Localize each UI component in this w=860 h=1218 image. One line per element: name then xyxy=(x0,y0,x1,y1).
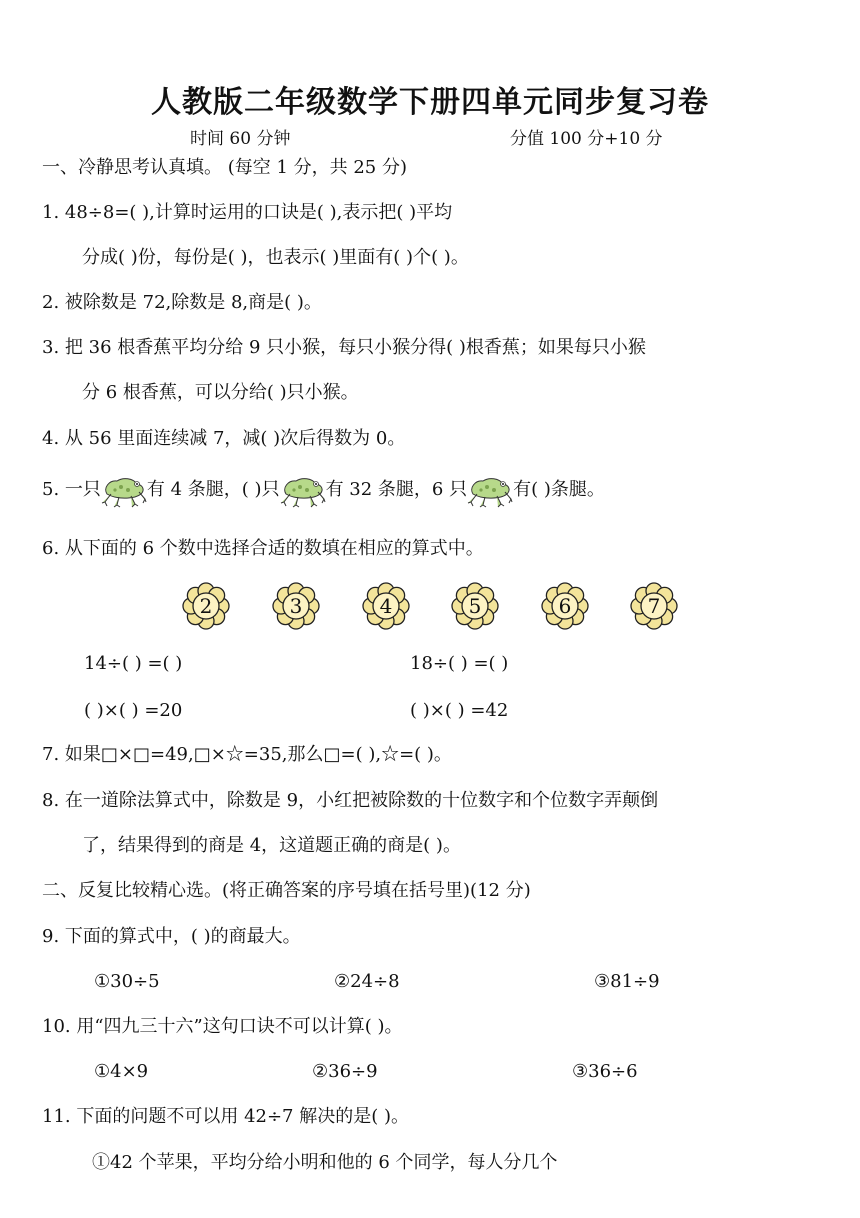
question-3-line-2: 分 6 根香蕉，可以分给( )只小猴。 xyxy=(82,382,359,403)
question-11: 11. 下面的问题不可以用 42÷7 解决的是( )。 xyxy=(42,1106,409,1127)
question-6-equation-4: ( )×( ) =42 xyxy=(410,700,509,721)
flower-number-label: 4 xyxy=(379,594,393,618)
number-flower-2 xyxy=(182,582,230,630)
question-5-part-1: 5. 一只 xyxy=(42,479,101,500)
number-flower-6 xyxy=(541,582,589,630)
question-7: 7. 如果□×□=49,□×☆=35,那么□=( ),☆=( )。 xyxy=(42,744,452,765)
question-2: 2. 被除数是 72,除数是 8,商是( )。 xyxy=(42,292,322,313)
page-title: 人教版二年级数学下册四单元同步复习卷 xyxy=(151,85,709,120)
question-10-option-2: ②36÷9 xyxy=(312,1061,378,1082)
number-flower-3 xyxy=(272,582,320,630)
number-flower-5 xyxy=(451,582,499,630)
section2-heading: 二、反复比较精心选。(将正确答案的序号填在括号里)(12 分) xyxy=(42,880,531,901)
question-8-line-1: 8. 在一道除法算式中，除数是 9，小红把被除数的十位数字和个位数字弄颠倒 xyxy=(42,790,659,811)
section1-heading: 一、冷静思考认真填。 (每空 1 分，共 25 分) xyxy=(42,157,408,178)
question-9-option-1: ①30÷5 xyxy=(94,971,160,992)
exam-score: 分值 100 分+10 分 xyxy=(510,129,663,149)
question-1-line-2: 分成( )份，每份是( )，也表示( )里面有( )个( )。 xyxy=(82,247,469,268)
exam-time: 时间 60 分钟 xyxy=(190,129,291,149)
flower-number-label: 2 xyxy=(199,594,213,618)
question-9-option-2: ②24÷8 xyxy=(334,971,400,992)
flower-number-label: 3 xyxy=(289,594,303,618)
flower-number-label: 5 xyxy=(468,594,482,618)
frog-icon xyxy=(280,472,326,508)
number-flower-4 xyxy=(362,582,410,630)
question-6-equation-2: 18÷( ) =( ) xyxy=(410,653,509,674)
frog-icon xyxy=(467,472,513,508)
question-10-option-3: ③36÷6 xyxy=(572,1061,638,1082)
question-5-part-4: 有( )条腿。 xyxy=(513,479,605,500)
question-4: 4. 从 56 里面连续减 7，减( )次后得数为 0。 xyxy=(42,428,406,449)
question-9-option-3: ③81÷9 xyxy=(594,971,660,992)
frog-icon xyxy=(101,472,147,508)
question-6-equation-1: 14÷( ) =( ) xyxy=(84,653,183,674)
question-1-line-1: 1. 48÷8=( ),计算时运用的口诀是( ),表示把( )平均 xyxy=(42,202,453,223)
flower-number-label: 7 xyxy=(647,594,661,618)
question-10: 10. 用“四九三十六”这句口诀不可以计算( )。 xyxy=(42,1016,403,1037)
question-5-part-2: 有 4 条腿，( )只 xyxy=(146,479,280,500)
question-10-option-1: ①4×9 xyxy=(94,1061,149,1082)
question-11-option-1: ①42 个苹果，平均分给小明和他的 6 个同学，每人分几个 xyxy=(92,1152,558,1173)
number-flower-7 xyxy=(630,582,678,630)
question-8-line-2: 了，结果得到的商是 4，这道题正确的商是( )。 xyxy=(82,835,461,856)
flower-number-label: 6 xyxy=(558,594,572,618)
question-6: 6. 从下面的 6 个数中选择合适的数填在相应的算式中。 xyxy=(42,538,484,559)
question-6-equation-3: ( )×( ) =20 xyxy=(84,700,183,721)
question-3-line-1: 3. 把 36 根香蕉平均分给 9 只小猴，每只小猴分得( )根香蕉；如果每只小猴 xyxy=(42,337,646,358)
question-5-part-3: 有 32 条腿，6 只 xyxy=(325,479,468,500)
question-5 xyxy=(42,472,605,508)
question-9: 9. 下面的算式中，( )的商最大。 xyxy=(42,926,301,947)
